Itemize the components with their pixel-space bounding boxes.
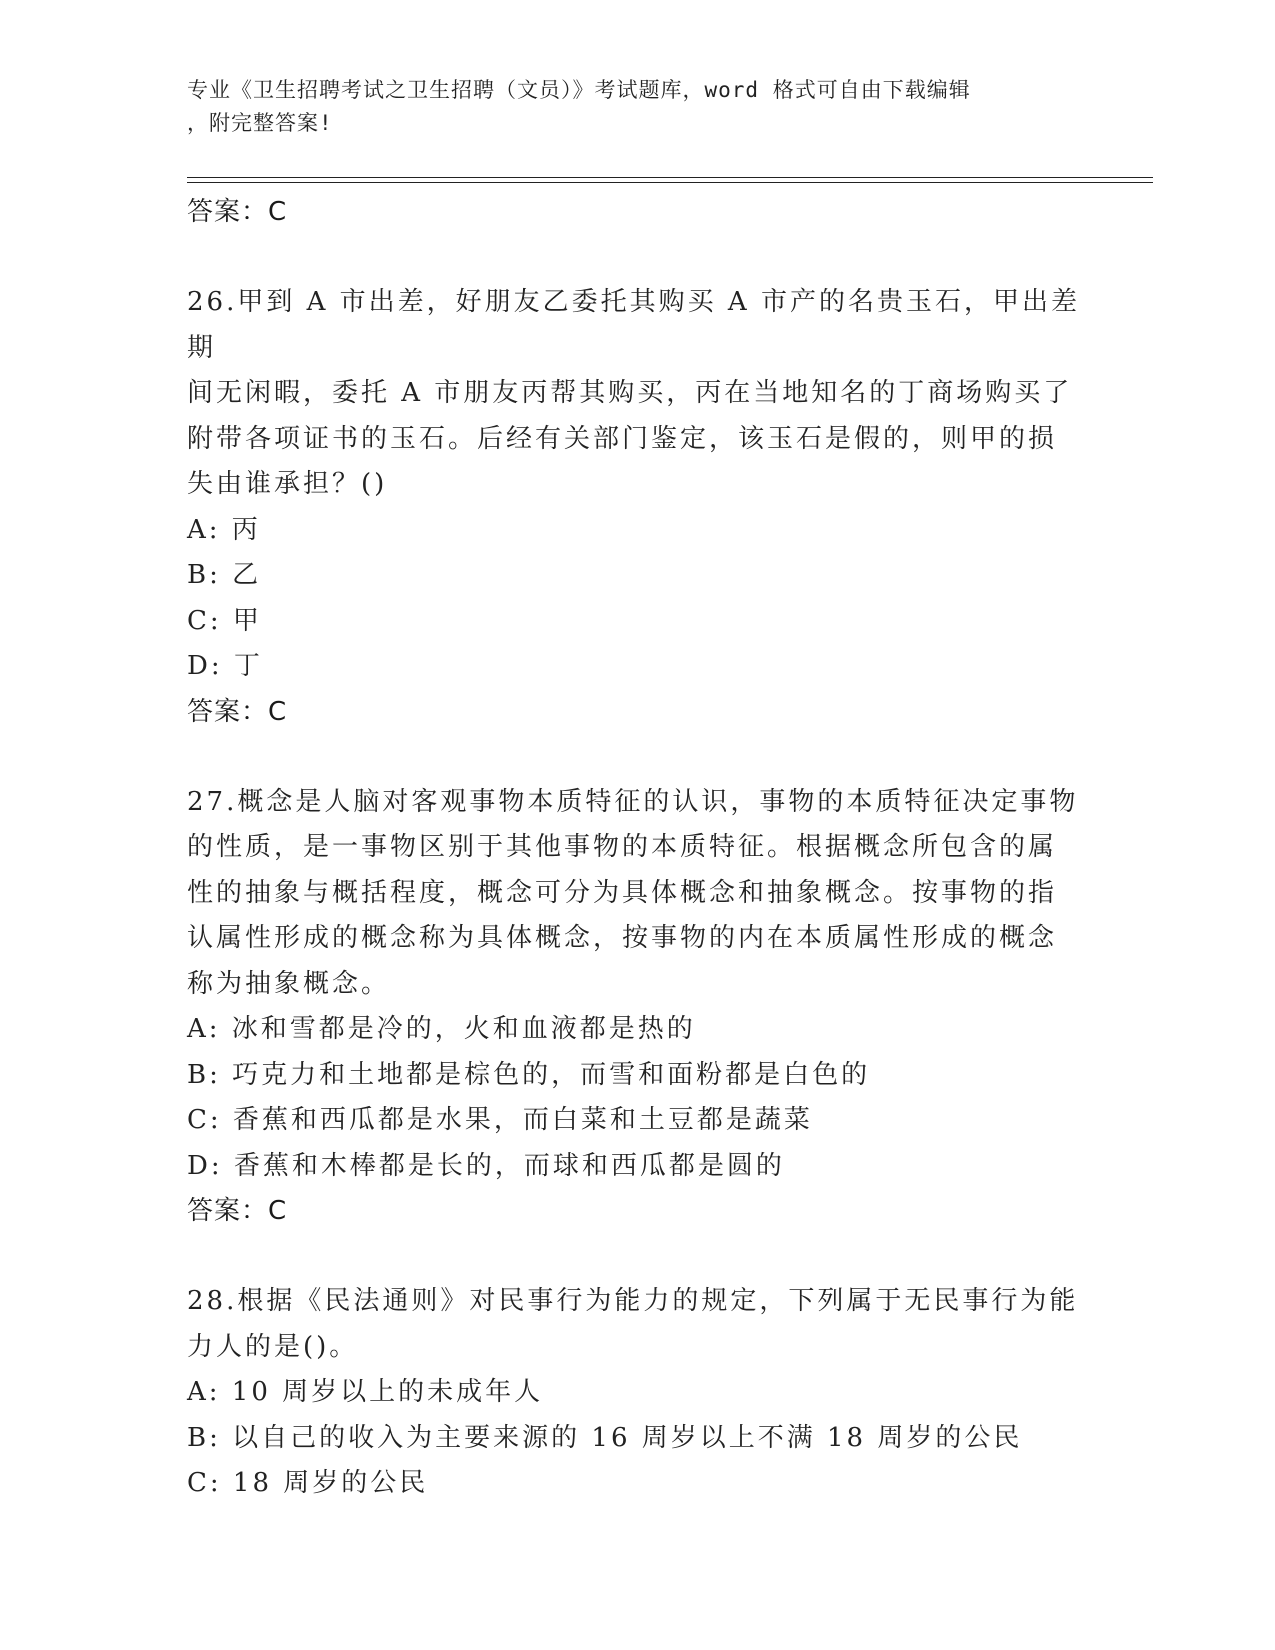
option-c: C: 香蕉和西瓜都是水果，而白菜和土豆都是蔬菜 [187, 1105, 813, 1135]
header-line-2: ，附完整答案! [187, 111, 333, 135]
option-b: B: 巧克力和土地都是棕色的，而雪和面粉都是白色的 [187, 1059, 871, 1090]
question-line: 性的抽象与概括程度，概念可分为具体概念和抽象概念。按事物的指 [187, 877, 1058, 908]
question-line: 28.根据《民法通则》对民事行为能力的规定，下列属于无民事行为能 [187, 1286, 1079, 1316]
option-a: A: 冰和雪都是冷的，火和血液都是热的 [187, 1014, 696, 1044]
question-line: 失由谁承担？() [187, 469, 388, 499]
question-28 [187, 1279, 1087, 1507]
question-text [187, 280, 1087, 508]
option-a: A: 丙 [187, 514, 261, 545]
question-line: 间无闲暇，委托 A 市朋友丙帮其购买，丙在当地知名的丁商场购买了 [187, 378, 1073, 408]
question-content [187, 190, 1087, 1507]
option-a: A: 10 周岁以上的未成年人 [187, 1377, 544, 1407]
question-line: 认属性形成的概念称为具体概念，按事物的内在本质属性形成的概念 [187, 923, 1058, 953]
option-b: B: 乙 [187, 560, 262, 590]
answer: 答案：C [187, 696, 288, 727]
option-b: B: 以自己的收入为主要来源的 16 周岁以上不满 18 周岁的公民 [187, 1422, 1023, 1453]
page-header [187, 74, 1067, 140]
answer-previous: 答案：C [187, 197, 288, 227]
question-line: 附带各项证书的玉石。后经有关部门鉴定，该玉石是假的，则甲的损 [187, 423, 1058, 454]
question-line: 26.甲到 A 市出差，好朋友乙委托其购买 A 市产的名贵玉石，甲出差期 [187, 287, 1080, 363]
question-26 [187, 280, 1087, 734]
question-text [187, 1279, 1087, 1370]
question-line: 力人的是()。 [187, 1331, 359, 1362]
option-d: D: 丁 [187, 651, 263, 681]
answer: 答案：C [187, 1196, 288, 1226]
option-c: C: 18 周岁的公民 [187, 1468, 429, 1498]
option-d: D: 香蕉和木棒都是长的，而球和西瓜都是圆的 [187, 1150, 785, 1181]
question-text [187, 780, 1087, 1008]
question-line: 称为抽象概念。 [187, 968, 391, 999]
header-divider [187, 177, 1153, 183]
option-c: C: 甲 [187, 605, 262, 636]
header-line-1: 专业《卫生招聘考试之卫生招聘（文员）》考试题库，word 格式可自由下载编辑 [187, 78, 971, 102]
question-27 [187, 780, 1087, 1234]
question-line: 的性质，是一事物区别于其他事物的本质特征。根据概念所包含的属 [187, 832, 1058, 862]
question-line: 27.概念是人脑对客观事物本质特征的认识，事物的本质特征决定事物 [187, 786, 1079, 817]
